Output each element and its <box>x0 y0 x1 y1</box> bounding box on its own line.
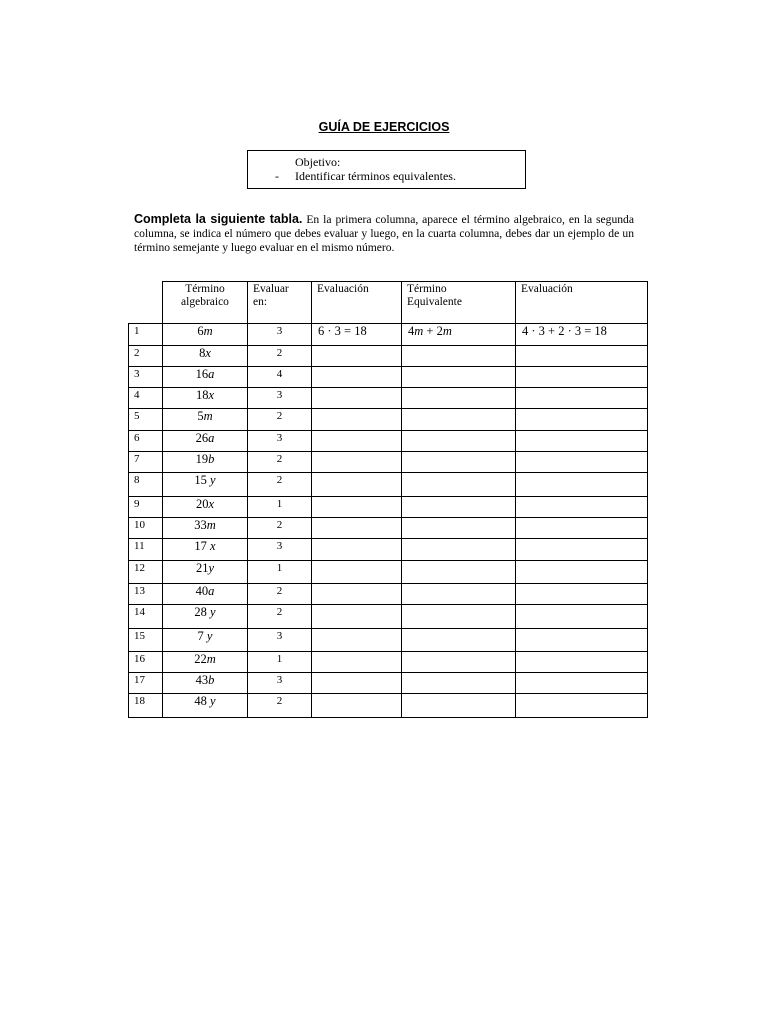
algebraic-term <box>163 539 248 561</box>
algebraic-term <box>163 584 248 605</box>
term-variable: x <box>208 497 215 511</box>
algebraic-term <box>163 605 248 629</box>
term-coefficient: 17 <box>194 539 211 553</box>
evaluation-2-cell[interactable] <box>516 561 648 584</box>
evaluate-at: 2 <box>248 473 312 497</box>
evaluation-cell[interactable] <box>312 673 402 694</box>
header-equiv-line1: Término <box>407 283 447 295</box>
term-coefficient: 16 <box>195 367 209 381</box>
evaluate-at: 4 <box>248 367 312 388</box>
evaluate-at: 1 <box>248 652 312 673</box>
equivalent-term-cell[interactable] <box>402 629 516 652</box>
row-number: 7 <box>129 452 163 473</box>
evaluation-2-cell[interactable] <box>516 409 648 431</box>
page-title: GUÍA DE EJERCICIOS <box>318 120 450 134</box>
equivalent-term-cell[interactable] <box>402 497 516 518</box>
evaluation-2-cell[interactable] <box>516 431 648 452</box>
equivalent-term-cell[interactable] <box>402 409 516 431</box>
evaluation-2-cell[interactable] <box>516 694 648 718</box>
algebraic-term <box>163 694 248 718</box>
term-variable: m <box>206 518 216 532</box>
row-number: 18 <box>129 694 163 718</box>
evaluation-2-cell[interactable]: 4 · 3 + 2 · 3 = 18 <box>516 324 648 346</box>
table-row <box>129 324 648 346</box>
equivalent-term-cell[interactable] <box>402 367 516 388</box>
equivalent-term-cell[interactable] <box>402 518 516 539</box>
evaluation-cell[interactable] <box>312 694 402 718</box>
evaluation-2-cell[interactable] <box>516 652 648 673</box>
objective-box <box>247 150 526 189</box>
equiv-var-b: m <box>442 324 452 338</box>
row-number: 11 <box>129 539 163 561</box>
evaluation-2-cell[interactable] <box>516 497 648 518</box>
term-coefficient: 19 <box>195 452 209 466</box>
table-row <box>129 409 648 431</box>
equivalent-term-cell[interactable] <box>402 584 516 605</box>
term-variable: y <box>208 561 215 575</box>
evaluation-cell[interactable] <box>312 431 402 452</box>
equiv-var-a: m <box>414 324 424 338</box>
row-number: 10 <box>129 518 163 539</box>
row-number: 12 <box>129 561 163 584</box>
row-number: 17 <box>129 673 163 694</box>
evaluate-at: 3 <box>248 539 312 561</box>
row-number: 2 <box>129 346 163 367</box>
term-variable: m <box>206 652 216 666</box>
evaluate-at: 2 <box>248 409 312 431</box>
evaluation-cell[interactable] <box>312 605 402 629</box>
instructions-text: En la primera columna, aparece el término algebraico, en la segunda columna, se indica el número que debes evaluar y luego, en la cuarta columna, debes dar un ejemplo de un término semejante y luego evaluar en el mismo número. <box>134 213 635 254</box>
term-variable: x <box>208 388 215 402</box>
term-coefficient: 6 <box>197 324 204 338</box>
term-coefficient: 18 <box>195 388 209 402</box>
algebraic-term <box>163 431 248 452</box>
evaluate-at: 2 <box>248 605 312 629</box>
evaluate-at: 3 <box>248 324 312 346</box>
table-row <box>129 652 648 673</box>
algebraic-term <box>163 473 248 497</box>
row-number: 8 <box>129 473 163 497</box>
table-row <box>129 561 648 584</box>
row-number: 16 <box>129 652 163 673</box>
algebraic-term <box>163 388 248 409</box>
evaluation-2-cell[interactable] <box>516 452 648 473</box>
term-variable: m <box>203 324 213 338</box>
header-evaluation-2: Evaluación <box>516 282 648 324</box>
term-coefficient: 5 <box>197 409 204 423</box>
algebraic-term <box>163 561 248 584</box>
equivalent-term-cell[interactable] <box>402 561 516 584</box>
term-coefficient: 15 <box>194 473 211 487</box>
table-row <box>129 346 648 367</box>
term-variable: y <box>210 694 216 708</box>
term-coefficient: 8 <box>199 346 206 360</box>
evaluate-at: 3 <box>248 629 312 652</box>
evaluate-at: 1 <box>248 561 312 584</box>
evaluation-cell[interactable] <box>312 388 402 409</box>
row-number: 4 <box>129 388 163 409</box>
table-row <box>129 452 648 473</box>
algebraic-term <box>163 324 248 346</box>
term-coefficient: 26 <box>195 431 209 445</box>
exercise-table <box>128 281 648 718</box>
term-variable: y <box>210 605 216 619</box>
term-variable: m <box>203 409 213 423</box>
evaluate-at: 2 <box>248 584 312 605</box>
term-coefficient: 21 <box>195 561 209 575</box>
term-coefficient: 43 <box>195 673 209 687</box>
evaluation-cell[interactable] <box>312 652 402 673</box>
equivalent-term-cell[interactable] <box>402 539 516 561</box>
evaluation-cell[interactable] <box>312 367 402 388</box>
evaluation-2-cell[interactable] <box>516 629 648 652</box>
row-number: 6 <box>129 431 163 452</box>
table-row <box>129 694 648 718</box>
equivalent-term-cell[interactable] <box>402 388 516 409</box>
algebraic-term <box>163 367 248 388</box>
table-row <box>129 518 648 539</box>
table-row <box>129 605 648 629</box>
header-row <box>129 282 648 324</box>
evaluation-2-cell[interactable] <box>516 584 648 605</box>
objective-item: Identificar términos equivalentes. <box>295 169 456 183</box>
algebraic-term <box>163 652 248 673</box>
evaluate-at: 2 <box>248 452 312 473</box>
term-coefficient: 33 <box>194 518 207 532</box>
table-row <box>129 673 648 694</box>
evaluation-2-cell[interactable] <box>516 388 648 409</box>
evaluation-cell[interactable] <box>312 518 402 539</box>
algebraic-term <box>163 673 248 694</box>
term-coefficient: 22 <box>194 652 207 666</box>
evaluation-2-cell[interactable] <box>516 473 648 497</box>
evaluate-at: 3 <box>248 388 312 409</box>
table-row <box>129 497 648 518</box>
equivalent-term-cell[interactable] <box>402 694 516 718</box>
evaluation-cell[interactable] <box>312 497 402 518</box>
evaluation-2-cell[interactable] <box>516 367 648 388</box>
term-coefficient: 20 <box>195 497 209 511</box>
evaluation-cell[interactable] <box>312 539 402 561</box>
equivalent-term-cell[interactable] <box>402 473 516 497</box>
algebraic-term <box>163 497 248 518</box>
algebraic-term <box>163 452 248 473</box>
table-row <box>129 539 648 561</box>
term-coefficient: 48 <box>194 694 211 708</box>
equivalent-term-cell[interactable] <box>402 431 516 452</box>
evaluation-cell[interactable] <box>312 629 402 652</box>
instructions-lead: Completa la siguiente tabla. <box>134 212 303 226</box>
objective-label: Objetivo: <box>295 155 341 169</box>
evaluation-cell[interactable]: 6 · 3 = 18 <box>312 324 402 346</box>
equivalent-term-cell[interactable] <box>402 346 516 367</box>
evaluate-at: 1 <box>248 497 312 518</box>
row-number: 9 <box>129 497 163 518</box>
term-variable: b <box>208 452 215 466</box>
algebraic-term <box>163 409 248 431</box>
evaluation-cell[interactable] <box>312 584 402 605</box>
equivalent-term-cell[interactable] <box>402 652 516 673</box>
evaluation-2-cell[interactable] <box>516 605 648 629</box>
term-coefficient: 7 <box>197 629 207 643</box>
header-evaluation: Evaluación <box>312 282 402 324</box>
equiv-operator: + 2 <box>423 324 443 338</box>
row-number: 15 <box>129 629 163 652</box>
term-variable: x <box>205 346 211 360</box>
header-eval-line1: Evaluar <box>253 283 289 295</box>
row-number: 5 <box>129 409 163 431</box>
term-variable: y <box>210 473 216 487</box>
term-variable: a <box>208 431 215 445</box>
instructions-paragraph <box>134 212 634 255</box>
term-variable: a <box>208 367 215 381</box>
evaluation-2-cell[interactable] <box>516 346 648 367</box>
equivalent-term-cell[interactable] <box>402 605 516 629</box>
evaluation-2-cell[interactable] <box>516 539 648 561</box>
term-coefficient: 28 <box>194 605 211 619</box>
table-row <box>129 367 648 388</box>
table-row <box>129 388 648 409</box>
header-eval <box>248 282 312 324</box>
term-variable: a <box>208 584 215 598</box>
row-number: 3 <box>129 367 163 388</box>
evaluate-at: 2 <box>248 518 312 539</box>
evaluation-cell[interactable] <box>312 452 402 473</box>
table-row <box>129 584 648 605</box>
evaluate-at: 3 <box>248 431 312 452</box>
term-variable: y <box>206 629 213 643</box>
header-corner <box>129 282 163 324</box>
table-row <box>129 629 648 652</box>
row-number: 13 <box>129 584 163 605</box>
equivalent-term-cell[interactable] <box>402 673 516 694</box>
evaluate-at: 2 <box>248 346 312 367</box>
header-term-line1: Término <box>185 283 225 295</box>
row-number: 14 <box>129 605 163 629</box>
row-number: 1 <box>129 324 163 346</box>
algebraic-term <box>163 518 248 539</box>
evaluation-2-cell[interactable] <box>516 518 648 539</box>
header-term-line2: algebraico <box>181 296 229 308</box>
term-variable: b <box>208 673 215 687</box>
algebraic-term <box>163 629 248 652</box>
equiv-coef-a: 4 <box>408 324 415 338</box>
evaluation-2-cell[interactable] <box>516 673 648 694</box>
evaluate-at: 3 <box>248 673 312 694</box>
objective-bullet: - <box>275 169 279 183</box>
table-row <box>129 473 648 497</box>
term-coefficient: 40 <box>195 584 209 598</box>
term-variable: x <box>210 539 216 553</box>
header-term <box>163 282 248 324</box>
equivalent-term-cell[interactable] <box>402 452 516 473</box>
evaluation-cell[interactable] <box>312 409 402 431</box>
table-row <box>129 431 648 452</box>
evaluation-cell[interactable] <box>312 473 402 497</box>
evaluation-cell[interactable] <box>312 561 402 584</box>
header-eval-line2: en: <box>253 296 268 308</box>
evaluation-cell[interactable] <box>312 346 402 367</box>
equivalent-term-cell[interactable] <box>402 324 516 346</box>
header-equivalent <box>402 282 516 324</box>
header-equiv-line2: Equivalente <box>407 296 462 308</box>
algebraic-term <box>163 346 248 367</box>
evaluate-at: 2 <box>248 694 312 718</box>
